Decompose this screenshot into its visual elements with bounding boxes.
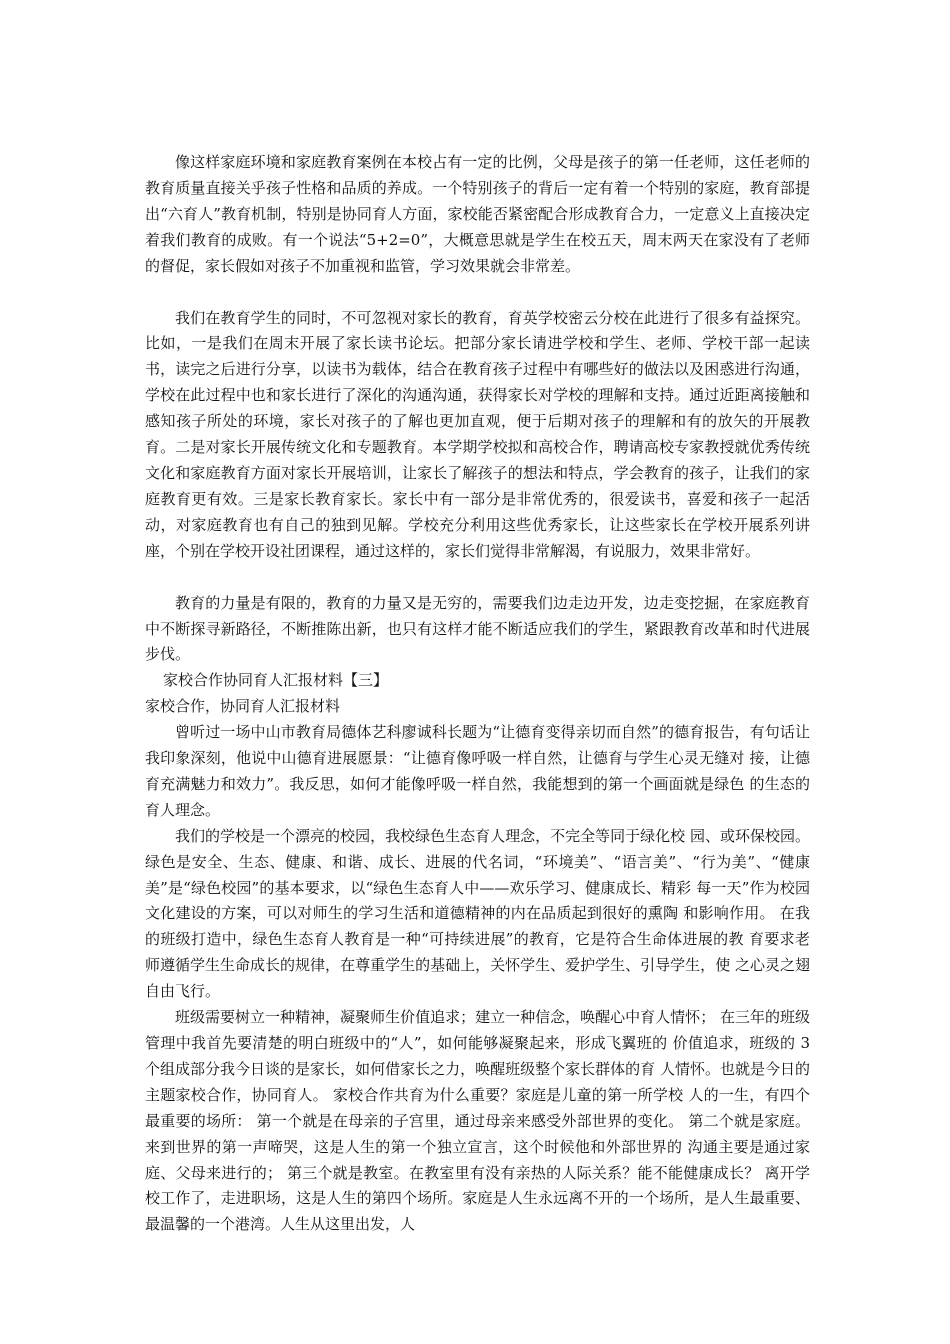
section-heading: 家校合作协同育人汇报材料【三】 <box>163 671 389 690</box>
document-title: 家校合作，协同育人汇报材料 <box>145 697 341 716</box>
paragraph-gap <box>145 280 810 306</box>
body-paragraph: 教育的力量是有限的，教育的力量又是无穷的，需要我们边走边开发，边走变挖掘，在家庭教育中不断探寻新路径，不断推陈出新，也只有这样才能不断适应我们的学生，紧跟教育改革和时代进展步伐。 <box>145 593 810 664</box>
body-paragraph: 曾听过一场中山市教育局德体艺科廖诚科长题为“让德育变得亲切而自然”的德育报告，有句话让我印象深刻，他说中山德育进展愿景：“让德育像呼吸一样自然，让德育与学生心灵无缝对 接，让德育充满魅力和效力”。我反思，如何才能像呼吸一样自然，我能想到的第一个画面就是绿色 的生态的育人理念。 <box>145 723 810 819</box>
document-page <box>145 150 810 1238</box>
body-paragraph: 我们在教育学生的同时，不可忽视对家长的教育，育英学校密云分校在此进行了很多有益探究。比如，一是我们在周末开展了家长读书论坛。把部分家长请进学校和学生、老师、学校干部一起读书，读完之后进行分享，以读书为载体，结合在教育孩子过程中有哪些好的做法以及困惑进行沟通，学校在此过程中也和家长进行了深化的沟通沟通，获得家长对学校的理解和支持。通过近距离接触和感知孩子所处的环境，家长对孩子的了解也更加直观，便于后期对孩子的理解和有的放矢的开展教育。二是对家长开展传统文化和专题教育。本学期学校拟和高校合作，聘请高校专家教授就优秀传统文化和家庭教育方面对家长开展培训，让家长了解孩子的想法和特点，学会教育的孩子，让我们的家庭教育更有效。三是家长教育家长。家长中有一部分是非常优秀的，很爱读书，喜爱和孩子一起活动，对家庭教育也有自己的独到见解。学校充分利用这些优秀家长，让这些家长在学校开展系列讲座，个别在学校开设社团课程，通过这样的，家长们觉得非常解渴，有说服力，效果非常好。 <box>145 308 810 560</box>
body-paragraph: 像这样家庭环境和家庭教育案例在本校占有一定的比例，父母是孩子的第一任老师，这任老师的教育质量直接关乎孩子性格和品质的养成。一个特别孩子的背后一定有着一个特别的家庭，教育部提出“六育人”教育机制，特别是协同育人方面，家校能否紧密配合形成教育合力，一定意义上直接决定着我们教育的成败。有一个说法“5+2=0”，大概意思就是学生在校五天，周末两天在家没有了老师的督促，家长假如对孩子不加重视和监管，学习效果就会非常差。 <box>145 153 810 275</box>
body-paragraph: 班级需要树立一种精神，凝聚师生价值追求；建立一种信念，唤醒心中育人情怀； 在三年的班级管理中我首先要清楚的明白班级中的“人”，如何能够凝聚起来，形成飞翼班的 价值追求，班级的 3 个组成部分我今日谈的是家长，如何借家长之力，唤醒班级整个家长群体的育 人情怀。也就是今日的主题家校合作，协同育人。 家校合作共育为什么重要？家庭是儿童的第一所学校 人的一生，有四个最重要的场所： 第一个就是在母亲的子宫里，通过母亲来感受外部世界的变化。 第二个就是家庭。来到世界的第一声啼哭，这是人生的第一个独立宣言，这个时候他和外部世界的 沟通主要是通过家庭、父母来进行的； 第三个就是教室。在教室里有没有亲热的人际关系？能不能健康成长？ 离开学校工作了，走进职场，这是人生的第四个场所。家庭是人生永远离不开的一个场所，是人生最重要、最温馨的一个港湾。人生从这里出发，人 <box>145 1008 810 1234</box>
body-paragraph: 我们的学校是一个漂亮的校园，我校绿色生态育人理念，不完全等同于绿化校 园、或环保校园。绿色是安全、生态、健康、和谐、成长、进展的代名词，“环境美”、“语言美”、“行为美”、“健康美”是“绿色校园”的基本要求，以“绿色生态育人中——欢乐学习、健康成长、精彩 每一天”作为校园文化建设的方案，可以对师生的学习生活和道德精神的内在品质起到很好的熏陶 和影响作用。 在我的班级打造中，绿色生态育人教育是一种“可持续进展”的教育，它是符合生命体进展的教 育要求老师遵循学生生命成长的规律，在尊重学生的基础上，关怀学生、爱护学生、引导学生，使 之心灵之翅自由飞行。 <box>145 826 810 1001</box>
paragraph-gap <box>145 565 810 591</box>
